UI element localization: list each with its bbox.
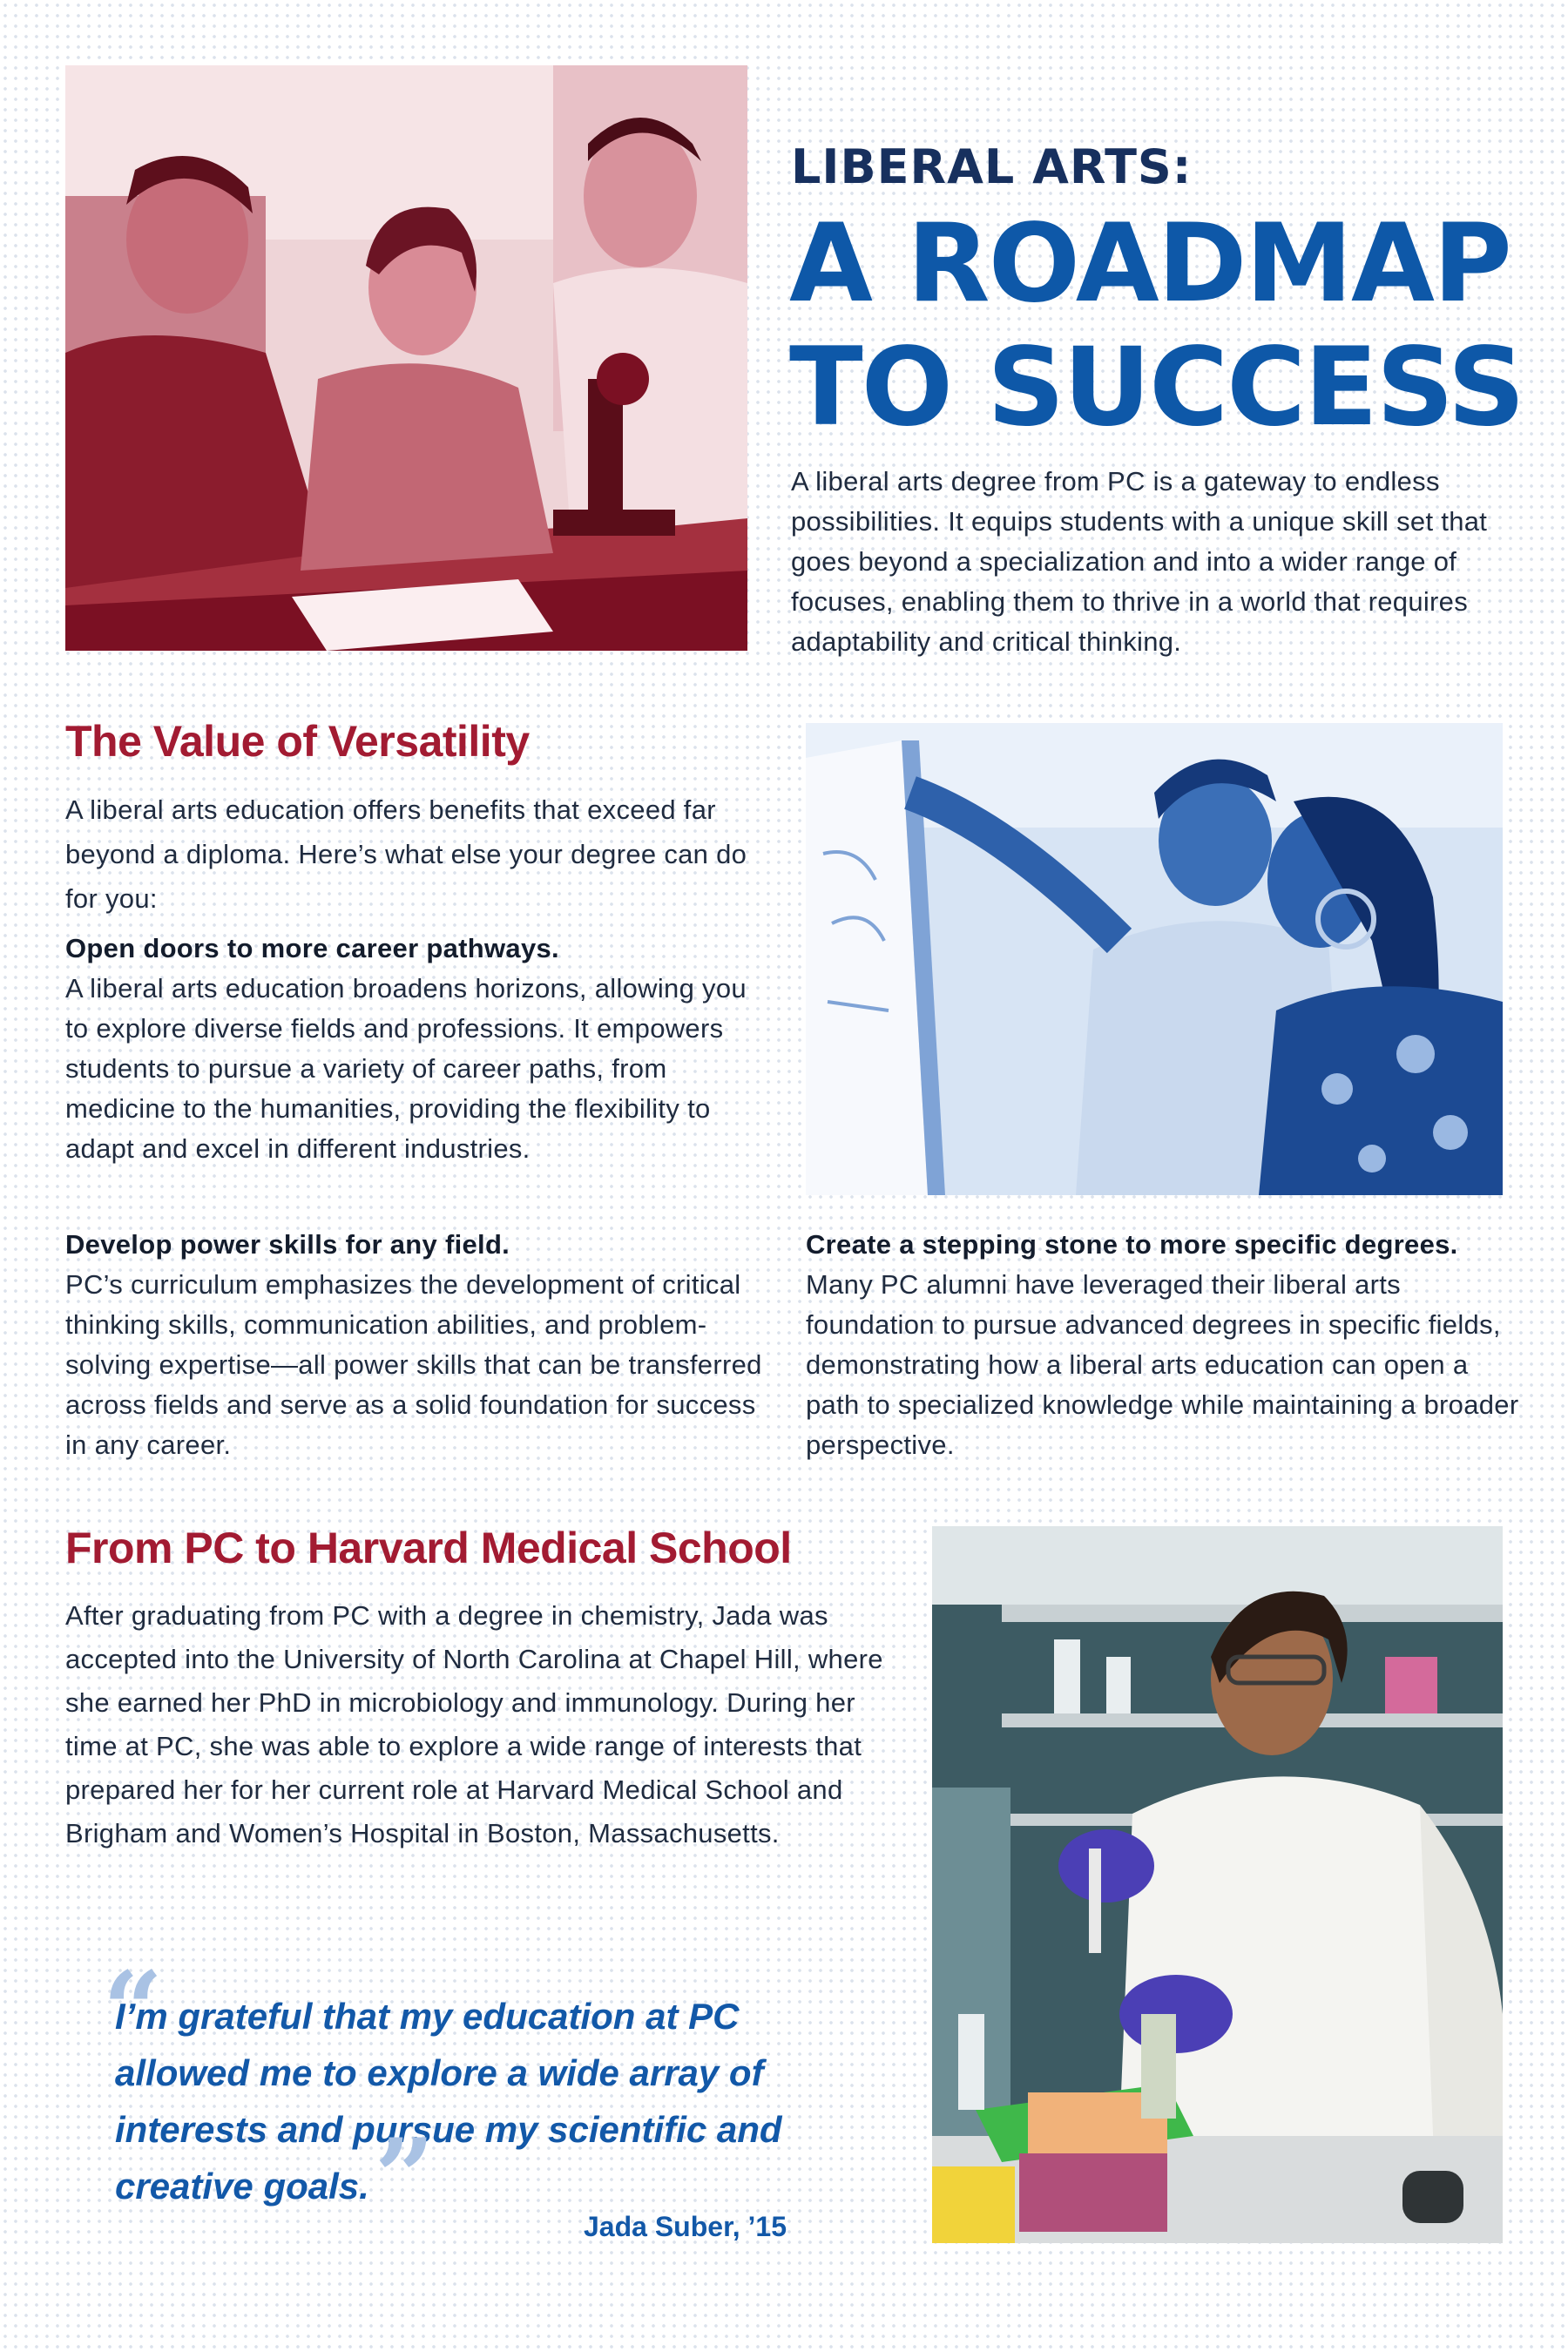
- photo-students-whiteboard: [806, 723, 1503, 1195]
- section-title-versatility: The Value of Versatility: [65, 717, 530, 766]
- point-heading: Open doors to more career pathways.: [65, 933, 559, 963]
- page-title: [789, 202, 1524, 449]
- open-quote-icon: “: [103, 1949, 164, 2072]
- quote-attribution: Jada Suber, ’15: [584, 2211, 787, 2242]
- story-paragraph: After graduating from PC with a degree in chemistry, Jada was accepted into the University of North Carolina at Chapel Hill, where she earned her PhD in microbiology and immunology. During her time at PC, she was able to explore a wide range of interests that prepared her for her current role at Harvard Medical School and Brigham and Women’s Hospital in Boston, Massachusetts.: [65, 1600, 883, 1848]
- section-title-harvard: From PC to Harvard Medical School: [65, 1524, 792, 1572]
- point-career-pathways: [65, 929, 771, 1169]
- point-heading: Develop power skills for any field.: [65, 1229, 510, 1260]
- header-kicker: LIBERAL ARTS:: [791, 139, 1193, 194]
- page-title-line-1: A ROADMAP: [789, 201, 1511, 327]
- intro-paragraph: A liberal arts degree from PC is a gateway to endless possibilities. It equips students with a unique skill set that goes beyond a specialization and into a wider range of focuses, enabling them to thrive in a world that requires adaptability and critical thinking.: [791, 466, 1488, 657]
- point-text: A liberal arts education broadens horizons, allowing you to explore diverse fields and professions. It empowers students to pursue a variety of career paths, from medicine to the humanities, providing the flexibility to adapt and excel in different industries.: [65, 973, 747, 1164]
- point-power-skills: [65, 1225, 775, 1465]
- point-heading: Create a stepping stone to more specific degrees.: [806, 1229, 1458, 1260]
- close-quote-icon: ”: [375, 2116, 436, 2239]
- pull-quote: I’m grateful that my education at PC allowed me to explore a wide array of interests and pursue my scientific and creative goals.: [115, 1996, 782, 2207]
- point-text: PC’s curriculum emphasizes the development of critical thinking skills, communication abilities, and problem-solving expertise—all power skills that can be transferred across fields and serve as a solid foundation for success in any career.: [65, 1269, 762, 1460]
- photo-researcher-lab: [932, 1526, 1503, 2243]
- point-text: Many PC alumni have leveraged their liberal arts foundation to pursue advanced degrees in specific fields, demonstrating how a liberal arts education can open a path to specialized knowledge while maintaining a broader perspective.: [806, 1269, 1519, 1460]
- page-title-line-2: TO SUCCESS: [789, 325, 1524, 450]
- versatility-intro: A liberal arts education offers benefits that exceed far beyond a diploma. Here’s what else your degree can do for you:: [65, 794, 747, 914]
- point-stepping-stone: [806, 1225, 1520, 1465]
- photo-students-microscope: [65, 65, 747, 651]
